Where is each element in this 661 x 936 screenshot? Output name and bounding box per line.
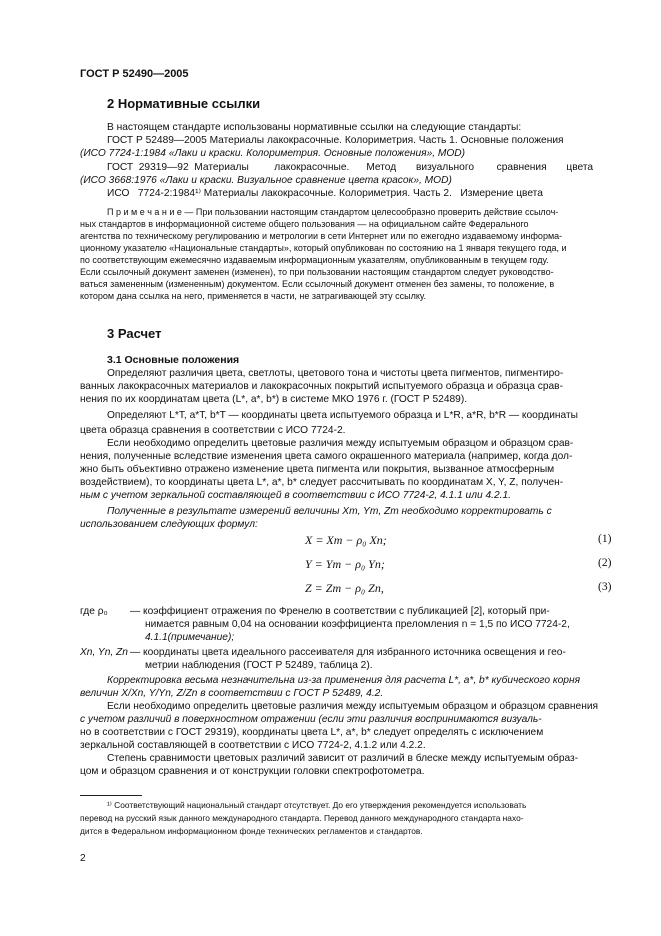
section-2-title: 2 Нормативные ссылки — [107, 96, 261, 111]
section-2-line: ГОСТ Р 52489—2005 Материалы лакокрасочные. Колориметрия. Часть 1. Основные положения — [107, 135, 564, 146]
section-3-line: Полученные в результате измерений величины Xm, Ym, Zm необходимо корректировать с — [107, 506, 552, 517]
equation-3: Z = Zm − ρ₀ Zn, — [305, 581, 384, 595]
section-3-line: нения по их координатам цвета (L*, a*, b*) в системе МКО 1976 г. (ГОСТ Р 52489). — [80, 394, 468, 405]
note-line: котором дана ссылка на него, применяется в части, не затрагивающей эту ссылку. — [80, 291, 426, 301]
note-line: агентства по техническому регулированию и метрологии в сети Интернет или по ежегодно издаваемому информа- — [80, 231, 563, 241]
section-2-line: ИСО 7724-2:1984¹⁾ Материалы лакокрасочные. Колориметрия. Часть 2. Измерение цвета — [107, 188, 543, 199]
section-3-line: Определяют различия цвета, светлоты, цветового тона и чистоты цвета пигментов, пигментиро- — [107, 368, 564, 379]
where-symbol: Xn, Yn, Zn — [80, 647, 128, 658]
section-2-line: (ИСО 7724-1:1984 «Лаки и краски. Колориметрия. Основные положения», MOD) — [80, 148, 466, 159]
equation-3-number: (3) — [598, 581, 612, 593]
equation-2-number: (2) — [598, 557, 612, 569]
note-line: Если ссылочный документ заменен (изменен), то при пользовании настоящим стандартом следует руководство- — [80, 267, 554, 277]
note-line: ционному указателю «Национальные стандарты», который опубликован по состоянию на 1 января текущего года, и — [80, 243, 567, 253]
section-2-line: ГОСТ 29319—92 Материалы лакокрасочные. Метод визуального сравнения цвета — [107, 162, 594, 173]
footnote-line: перевод на русский язык данного международного стандарта. Перевод данного международного стандарта нахо- — [80, 813, 524, 823]
document-header: ГОСТ Р 52490—2005 — [80, 68, 189, 80]
note-line: П р и м е ч а н и е — При пользовании настоящим стандартом целесообразно проверить действие ссылоч- — [107, 207, 559, 217]
section-3-line: воздействием), то координаты цвета L*, a*, b* следует рассчитывать по координатам X, Y, Z, получен- — [80, 477, 564, 488]
section-3-line: Если необходимо определить цветовые различия между испытуемым образцом и образцом срав- — [107, 438, 574, 449]
where-definition: — коэффициент отражения по Френелю в соответствии с публикацией [2], который при- — [130, 606, 550, 617]
section-3-line: ванных лакокрасочных материалов и лакокрасочных покрытий испытуемого образца и образца срав- — [80, 381, 563, 392]
section-3-tail-line: цом и образцом сравнения и от конструкции головки спектрофотометра. — [80, 766, 425, 777]
section-3-line: нения, полученные вследствие изменения цвета самого окрашенного материала (например, когда дол- — [80, 451, 573, 462]
where-definition: — координаты цвета идеального рассеивателя для избранного источника освещения и гео- — [130, 647, 566, 658]
section-3-line: жно быть объективно отражено изменение цвета пигмента или покрытия, вызванное атмосферным — [80, 464, 555, 475]
where-definition: нимается равным 0,04 на основании коэффициента преломления n = 1,5 по ИСО 7724-2, — [145, 619, 570, 630]
section-3-tail-line: но в соответствии с ГОСТ 29319), координаты цвета L*, a*, b* следует определять с исключением — [80, 727, 544, 738]
section-3-tail-line: Корректировка весьма незначительна из-за применения для расчета L*, a*, b* кубического корня — [107, 675, 581, 686]
subsection-3-1-title: 3.1 Основные положения — [107, 354, 240, 366]
section-3-tail-line: с учетом различий в поверхностном отражении (если эти различия воспринимаются визуаль- — [80, 714, 542, 725]
section-3-tail-line: Степень сравнимости цветовых различий зависит от различий в блеске между испытуемым образ- — [107, 753, 579, 764]
footnote-line: ¹⁾ Соответствующий национальный стандарт отсутствует. До его утверждения рекомендуется использовать — [107, 800, 527, 810]
footnote-separator — [80, 795, 142, 796]
section-2-line: В настоящем стандарте использованы нормативные ссылки на следующие стандарты: — [107, 122, 522, 133]
note-line: по соответствующим ежемесячно издаваемым информационным указателям, опубликованным в текущем году. — [80, 255, 549, 265]
equation-1: X = Xm − ρ₀ Xn; — [305, 533, 387, 547]
where-symbol: где ρ₀ — [80, 606, 108, 617]
footnote-line: дится в Федеральном информационном фонде технических регламентов и стандартов. — [80, 826, 423, 836]
equation-1-number: (1) — [598, 533, 612, 545]
section-3-title: 3 Расчет — [107, 326, 162, 341]
section-3-tail-line: величин X/Xn, Y/Yn, Z/Zn в соответствии с ГОСТ Р 52489, 4.2. — [80, 688, 384, 699]
page-number: 2 — [80, 853, 86, 864]
section-2-line: (ИСО 3668:1976 «Лаки и краски. Визуальное сравнение цвета красок», MOD) — [80, 175, 452, 186]
equation-2: Y = Ym − ρ₀ Yn; — [305, 557, 385, 571]
section-3-tail-line: Если необходимо определить цветовые различия между испытуемым образцом и образцом сравнения — [107, 701, 599, 712]
section-3-line: использованием следующих формул: — [80, 519, 258, 530]
note-line: ваться замененным (измененным) документом. Если ссылочный документ отменен без замены, то положение, в — [80, 279, 555, 289]
section-3-tail-line: зеркальной составляющей в соответствии с ИСО 7724-2, 4.1.2 или 4.2.2. — [80, 740, 426, 751]
where-definition: метрии наблюдения (ГОСТ Р 52489, таблица 2). — [145, 660, 373, 671]
section-3-line: ным с учетом зеркальной составляющей в соответствии с ИСО 7724-2, 4.1.1 или 4.2.1. — [80, 490, 511, 501]
section-3-line: цвета образца сравнения в соответствии с ИСО 7724-2. — [80, 425, 346, 436]
where-definition: 4.1.1(примечание); — [145, 632, 235, 643]
section-3-line: Определяют L*T, a*T, b*T — координаты цвета испытуемого образца и L*R, a*R, b*R — координаты — [107, 410, 578, 421]
note-line: ных стандартов в информационной системе общего пользования — на официальном сайте Федерального — [80, 219, 529, 229]
